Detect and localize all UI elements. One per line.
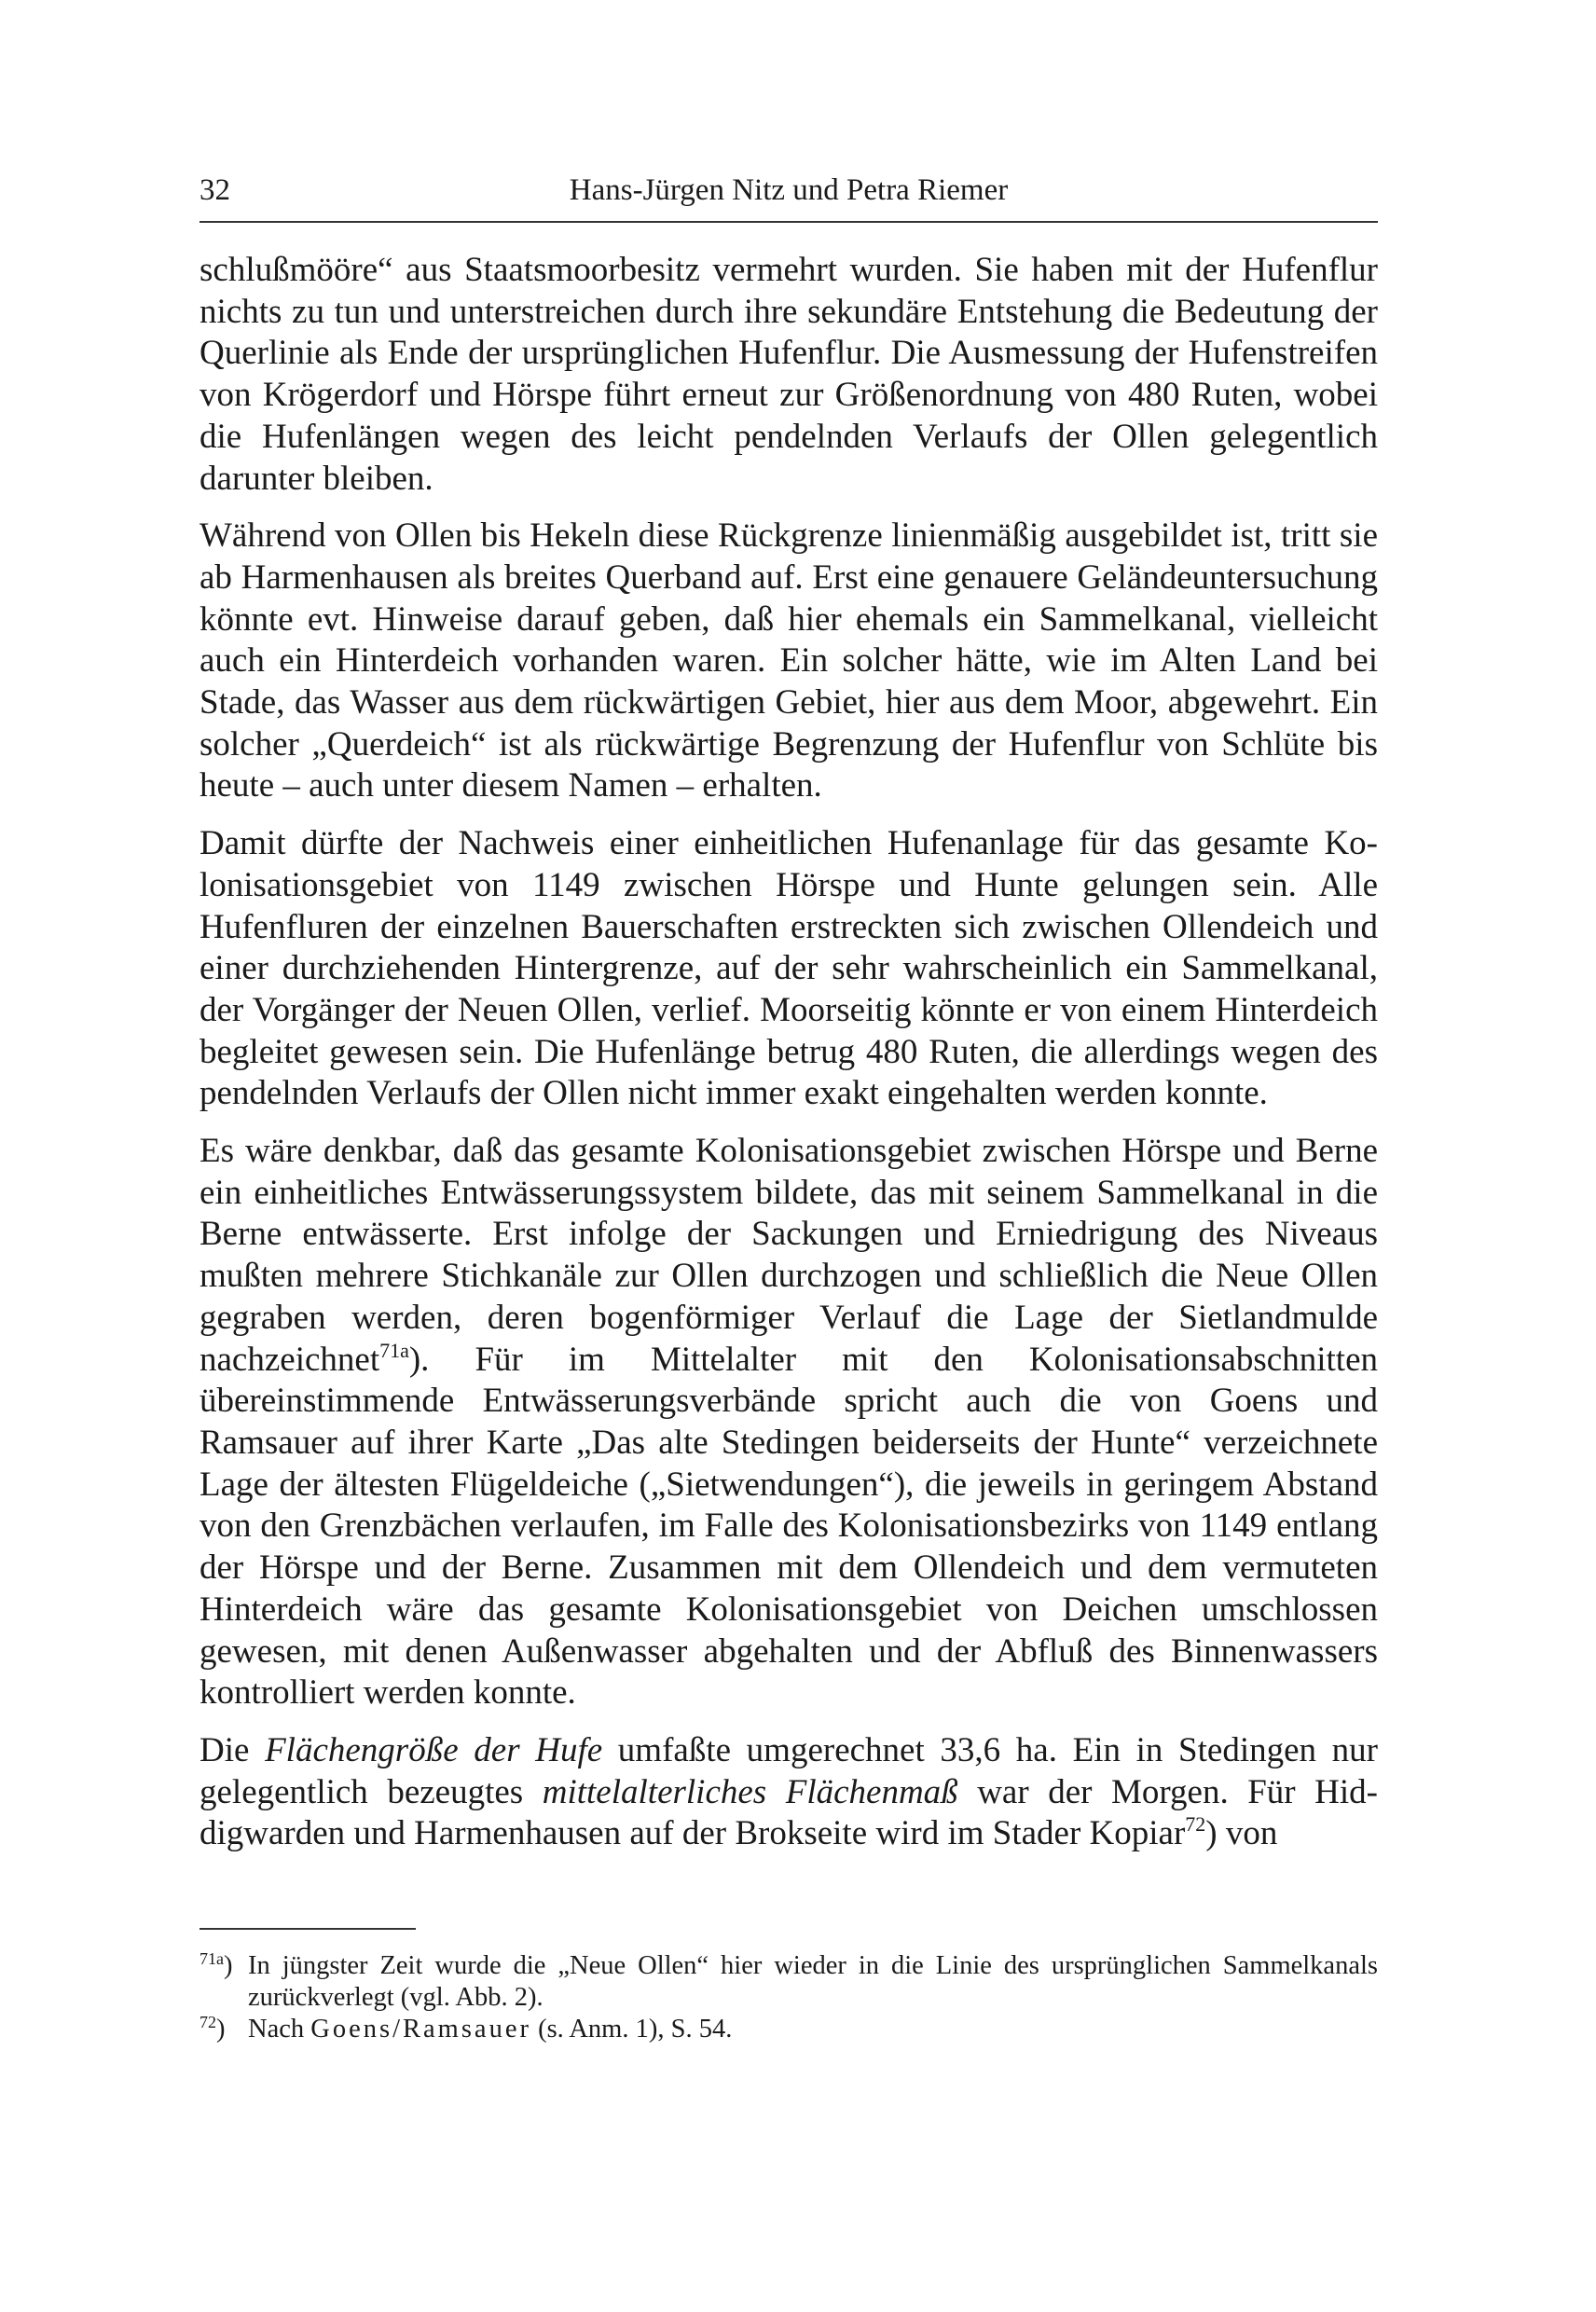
footnote-71a (200, 1950, 1378, 2014)
page-header (200, 166, 1378, 214)
paragraph-3: Damit dürfte der Nachweis einer einheitlichen Hufenanlage für das gesamte Kolonisationsgebiet von 1149 zwischen Hörspe und Hunte gelungen sein. Alle Hufenfluren der einzelnen Bauerschaften erstreckten sich zwischen Ollendeich und einer durchziehenden Hintergrenze, auf der sehr wahrscheinlich ein Sammelkanal, der Vorgänger der Neuen Ollen, verlief. Moorseitig könnte er von einem Hinterdeich begleitet gewesen sein. Die Hufenlänge betrug 480 Ruten, die allerdings wegen des pendelnden Verlaufs der Ollen nicht immer exakt eingehalten werden konnte. (200, 824, 1378, 1113)
header-rule (200, 221, 1378, 223)
paragraph-1: schlußmööre“ aus Staatsmoorbesitz vermehrt wurden. Sie haben mit der Hufenflur nichts zu tun und unterstreichen durch ihre sekundäre Entstehung die Bedeutung der Querlinie als Ende der ursprünglichen Hufenflur. Die Ausmessung der Hufenstreifen von Krögerdorf und Hörspe führt erneut zur Größenordnung von 480 Ruten, wobei die Hufenlängen wegen des leicht pendelnden Verlaufs der Ollen gelegentlich darunter bleiben. (200, 251, 1378, 498)
paragraph-5-part-1: Die (200, 1730, 266, 1769)
footnote-text: Nach Goens/Ramsauer (s. Anm. 1), S. 54. (248, 2015, 733, 2044)
running-head: Hans-Jürgen Nitz und Petra Riemer (569, 173, 1009, 207)
paragraph-2: Während von Ollen bis Hekeln diese Rückgrenze linienmäßig ausgebildet ist, tritt sie ab Harmenhausen als breites Querband auf. Erst eine genauere Geländeuntersuchung könnte evt. Hinweise darauf geben, daß hier ehemals ein Sammelkanal, vielleicht auch ein Hinterdeich vorhanden waren. Ein solcher hätte, wie im Alten Land bei Stade, das Wasser aus dem rückwärtigen Gebiet, hier aus dem Moor, abgewehrt. Ein solcher „Querdeich“ ist als rückwärtige Begrenzung der Hufenflur von Schlüte bis heute – auch unter diesem Namen – erhalten. (200, 516, 1378, 805)
paragraph-5 (200, 1730, 1378, 1855)
footnote-text: In jüngster Zeit wurde die „Neue Ollen“ hier wieder in die Linie des ursprünglichen Sammelkanals zurückverlegt (vgl. Abb. 2). (248, 1951, 1378, 2012)
footnote-mark: $^{72}$) (200, 2013, 226, 2044)
paragraph-5-part-4: ) von (1205, 1814, 1278, 1853)
author-names: Goens/Ramsauer (310, 2015, 531, 2044)
paragraph-4-part-2: ). Für im Mittelalter mit den Kolonisationsabschnitten übereinstimmende Entwässerungsverbände spricht auch die von Goens und Ramsauer auf ihrer Karte „Das alte Stedingen beiderseits der Hunte“ verzeichnete Lage der ältesten Flügeldeiche („Sietwendungen“), die jeweils in geringem Abstand von den Grenzbächen verlaufen, im Falle des Kolonisationsbezirks von 1149 entlang der Hörspe und der Berne. Zusammen mit dem Ollendeich und dem vermuteten Hinterdeich wäre das gesamte Kolonisationsgebiet von Deichen umschlossen gewesen, mit denen Außenwasser abgehalten und der Abfluß des Binnenwassers kontrolliert werden konnte. (200, 1340, 1378, 1713)
footnote-rule (200, 1928, 416, 1930)
footnote-ref-71a[interactable]: 71a (379, 1338, 409, 1362)
footnotes (200, 1950, 1378, 2045)
paragraph-5-part-3: war der Morgen. Für Hiddigwarden und Harmenhausen auf der Brokseite wird im Stader Kopiar (200, 1772, 1378, 1853)
page-number: 32 (200, 173, 230, 207)
emphasis-flaechengroesse: Flächengröße der Hufe (265, 1730, 603, 1769)
emphasis-flaechenmass: mittelalterliches Flächenmaß (542, 1772, 958, 1811)
paragraph-5-part-2: umfaßte umgerechnet 33,6 ha. Ein in Stedingen nur gelegentlich bezeugtes (200, 1730, 1378, 1811)
footnote-72 (200, 2014, 1378, 2045)
footnote-ref-72[interactable]: 72 (1185, 1812, 1206, 1837)
footnote-mark: $^{71a}$) (200, 1949, 233, 1980)
paragraph-4-part-1: Es wäre denkbar, daß das gesamte Kolonisationsgebiet zwischen Hörspe und Berne ein einheitliches Entwässerungssystem bildete, das mit seinem Sammelkanal in die Berne entwässerte. Erst infolge der Sackungen und Erniedrigung des Niveaus mußten mehrere Stichkanäle zur Ollen durchzogen und schließlich die Neue Ollen gegraben werden, deren bogenförmiger Verlauf die Lage der Sietlandmulde nachzeichnet (200, 1132, 1378, 1379)
body-text (200, 250, 1378, 1855)
paragraph-4 (200, 1131, 1378, 1714)
